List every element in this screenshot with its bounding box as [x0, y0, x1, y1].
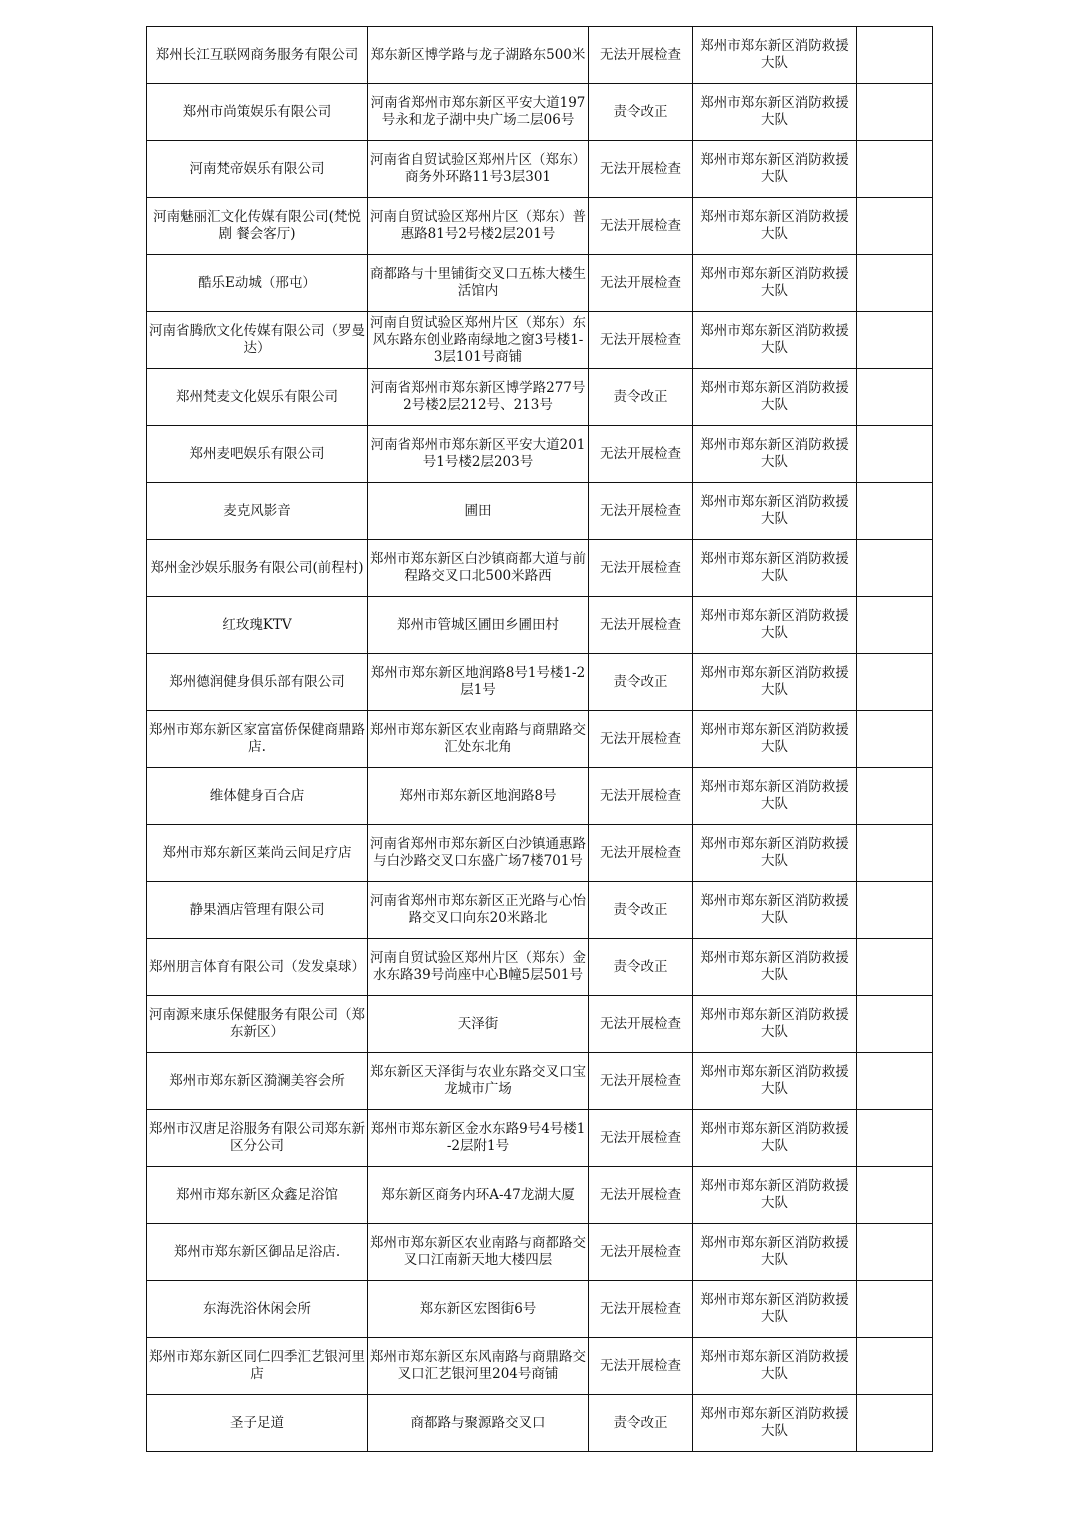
table-body	[147, 27, 933, 1452]
inspection-result-cell: 无法开展检查	[589, 27, 693, 84]
table-row	[147, 996, 933, 1053]
table-row	[147, 1110, 933, 1167]
address-cell: 郑东新区商务内环A-47龙湖大厦	[368, 1167, 589, 1224]
company-name-cell: 圣子足道	[147, 1395, 368, 1452]
inspection-result-cell: 无法开展检查	[589, 1338, 693, 1395]
department-cell: 郑州市郑东新区消防救援大队	[693, 84, 857, 141]
table-row	[147, 1053, 933, 1110]
company-name-cell: 郑州梵麦文化娱乐有限公司	[147, 369, 368, 426]
address-cell: 商都路与十里铺街交叉口五栋大楼生活馆内	[368, 255, 589, 312]
address-cell: 郑州市郑东新区金水东路9号4号楼1-2层附1号	[368, 1110, 589, 1167]
inspection-result-cell: 无法开展检查	[589, 597, 693, 654]
table-row	[147, 768, 933, 825]
inspection-result-cell: 无法开展检查	[589, 198, 693, 255]
department-cell: 郑州市郑东新区消防救援大队	[693, 1395, 857, 1452]
remarks-cell	[857, 483, 933, 540]
remarks-cell	[857, 711, 933, 768]
inspection-result-cell: 无法开展检查	[589, 312, 693, 369]
company-name-cell: 麦克风影音	[147, 483, 368, 540]
company-name-cell: 郑州德润健身俱乐部有限公司	[147, 654, 368, 711]
table-row	[147, 84, 933, 141]
department-cell: 郑州市郑东新区消防救援大队	[693, 369, 857, 426]
address-cell: 河南省郑州市郑东新区平安大道197号永和龙子湖中央广场二层06号	[368, 84, 589, 141]
department-cell: 郑州市郑东新区消防救援大队	[693, 426, 857, 483]
inspection-result-cell: 无法开展检查	[589, 1281, 693, 1338]
remarks-cell	[857, 939, 933, 996]
department-cell: 郑州市郑东新区消防救援大队	[693, 255, 857, 312]
address-cell: 商都路与聚源路交叉口	[368, 1395, 589, 1452]
table-row	[147, 141, 933, 198]
inspection-result-cell: 责令改正	[589, 84, 693, 141]
address-cell: 郑州市郑东新区农业南路与商鼎路交汇处东北角	[368, 711, 589, 768]
address-cell: 郑东新区宏图街6号	[368, 1281, 589, 1338]
department-cell: 郑州市郑东新区消防救援大队	[693, 1110, 857, 1167]
department-cell: 郑州市郑东新区消防救援大队	[693, 654, 857, 711]
department-cell: 郑州市郑东新区消防救援大队	[693, 996, 857, 1053]
inspection-result-cell: 无法开展检查	[589, 141, 693, 198]
table-row	[147, 1338, 933, 1395]
table-row	[147, 1167, 933, 1224]
company-name-cell: 郑州金沙娱乐服务有限公司(前程村)	[147, 540, 368, 597]
inspection-result-cell: 无法开展检查	[589, 711, 693, 768]
company-name-cell: 静果酒店管理有限公司	[147, 882, 368, 939]
inspection-result-cell: 责令改正	[589, 369, 693, 426]
table-row	[147, 369, 933, 426]
inspection-result-cell: 责令改正	[589, 882, 693, 939]
inspection-result-cell: 无法开展检查	[589, 1053, 693, 1110]
address-cell: 郑东新区博学路与龙子湖路东500米	[368, 27, 589, 84]
department-cell: 郑州市郑东新区消防救援大队	[693, 483, 857, 540]
inspection-result-cell: 无法开展检查	[589, 1110, 693, 1167]
remarks-cell	[857, 1167, 933, 1224]
remarks-cell	[857, 1281, 933, 1338]
address-cell: 郑州市郑东新区白沙镇商都大道与前程路交叉口北500米路西	[368, 540, 589, 597]
remarks-cell	[857, 1338, 933, 1395]
address-cell: 河南省郑州市郑东新区平安大道201号1号楼2层203号	[368, 426, 589, 483]
table-row	[147, 654, 933, 711]
inspection-result-cell: 无法开展检查	[589, 768, 693, 825]
table-row	[147, 426, 933, 483]
department-cell: 郑州市郑东新区消防救援大队	[693, 768, 857, 825]
table-row	[147, 540, 933, 597]
department-cell: 郑州市郑东新区消防救援大队	[693, 1338, 857, 1395]
table-row	[147, 312, 933, 369]
company-name-cell: 郑州麦吧娱乐有限公司	[147, 426, 368, 483]
company-name-cell: 郑州市郑东新区御品足浴店.	[147, 1224, 368, 1281]
inspection-result-cell: 无法开展检查	[589, 1167, 693, 1224]
department-cell: 郑州市郑东新区消防救援大队	[693, 540, 857, 597]
remarks-cell	[857, 882, 933, 939]
address-cell: 河南自贸试验区郑州片区（郑东）东风东路东创业路南绿地之窗3号楼1-3层101号商铺	[368, 312, 589, 369]
department-cell: 郑州市郑东新区消防救援大队	[693, 882, 857, 939]
inspection-result-cell: 无法开展检查	[589, 1224, 693, 1281]
table-row	[147, 825, 933, 882]
inspection-result-cell: 无法开展检查	[589, 825, 693, 882]
address-cell: 郑州市郑东新区东风南路与商鼎路交叉口汇艺银河里204号商铺	[368, 1338, 589, 1395]
table-row	[147, 27, 933, 84]
address-cell: 河南省郑州市郑东新区博学路277号2号楼2层212号、213号	[368, 369, 589, 426]
address-cell: 郑东新区天泽街与农业东路交叉口宝龙城市广场	[368, 1053, 589, 1110]
department-cell: 郑州市郑东新区消防救援大队	[693, 711, 857, 768]
inspection-result-cell: 无法开展检查	[589, 255, 693, 312]
address-cell: 河南自贸试验区郑州片区（郑东）金水东路39号尚座中心B幢5层501号	[368, 939, 589, 996]
inspection-result-cell: 责令改正	[589, 1395, 693, 1452]
remarks-cell	[857, 312, 933, 369]
address-cell: 河南自贸试验区郑州片区（郑东）普惠路81号2号楼2层201号	[368, 198, 589, 255]
company-name-cell: 河南魅丽汇文化传媒有限公司(梵悦剧 餐会客厅)	[147, 198, 368, 255]
remarks-cell	[857, 255, 933, 312]
inspection-result-cell: 责令改正	[589, 939, 693, 996]
address-cell: 河南省郑州市郑东新区白沙镇通惠路与白沙路交叉口东盛广场7楼701号	[368, 825, 589, 882]
department-cell: 郑州市郑东新区消防救援大队	[693, 825, 857, 882]
remarks-cell	[857, 768, 933, 825]
company-name-cell: 河南省腾欣文化传媒有限公司（罗曼达）	[147, 312, 368, 369]
table-row	[147, 1224, 933, 1281]
table-row	[147, 939, 933, 996]
company-name-cell: 郑州市尚策娱乐有限公司	[147, 84, 368, 141]
department-cell: 郑州市郑东新区消防救援大队	[693, 1224, 857, 1281]
inspection-result-cell: 无法开展检查	[589, 996, 693, 1053]
table-row	[147, 882, 933, 939]
table-row	[147, 711, 933, 768]
inspection-result-cell: 无法开展检查	[589, 540, 693, 597]
remarks-cell	[857, 1053, 933, 1110]
remarks-cell	[857, 825, 933, 882]
table-row	[147, 198, 933, 255]
company-name-cell: 郑州长江互联网商务服务有限公司	[147, 27, 368, 84]
address-cell: 郑州市郑东新区地润路8号1号楼1-2层1号	[368, 654, 589, 711]
department-cell: 郑州市郑东新区消防救援大队	[693, 597, 857, 654]
table-row	[147, 1281, 933, 1338]
company-name-cell: 红玫瑰KTV	[147, 597, 368, 654]
company-name-cell: 郑州市郑东新区同仁四季汇艺银河里店	[147, 1338, 368, 1395]
table-row	[147, 483, 933, 540]
remarks-cell	[857, 426, 933, 483]
remarks-cell	[857, 27, 933, 84]
address-cell: 河南省郑州市郑东新区正光路与心怡路交叉口向东20米路北	[368, 882, 589, 939]
remarks-cell	[857, 597, 933, 654]
remarks-cell	[857, 1395, 933, 1452]
remarks-cell	[857, 996, 933, 1053]
department-cell: 郑州市郑东新区消防救援大队	[693, 939, 857, 996]
company-name-cell: 河南梵帝娱乐有限公司	[147, 141, 368, 198]
company-name-cell: 郑州朋言体育有限公司（发发桌球）	[147, 939, 368, 996]
department-cell: 郑州市郑东新区消防救援大队	[693, 141, 857, 198]
inspection-result-cell: 责令改正	[589, 654, 693, 711]
department-cell: 郑州市郑东新区消防救援大队	[693, 1281, 857, 1338]
address-cell: 河南省自贸试验区郑州片区（郑东）商务外环路11号3层301	[368, 141, 589, 198]
remarks-cell	[857, 198, 933, 255]
inspection-result-cell: 无法开展检查	[589, 426, 693, 483]
company-name-cell: 东海洗浴休闲会所	[147, 1281, 368, 1338]
company-name-cell: 郑州市郑东新区莱尚云间足疗店	[147, 825, 368, 882]
address-cell: 郑州市郑东新区农业南路与商都路交叉口江南新天地大楼四层	[368, 1224, 589, 1281]
company-name-cell: 酷乐E动城（邢屯）	[147, 255, 368, 312]
department-cell: 郑州市郑东新区消防救援大队	[693, 1167, 857, 1224]
department-cell: 郑州市郑东新区消防救援大队	[693, 1053, 857, 1110]
company-name-cell: 河南源来康乐保健服务有限公司（郑东新区）	[147, 996, 368, 1053]
remarks-cell	[857, 141, 933, 198]
department-cell: 郑州市郑东新区消防救援大队	[693, 312, 857, 369]
inspection-table	[146, 26, 933, 1452]
remarks-cell	[857, 540, 933, 597]
remarks-cell	[857, 1224, 933, 1281]
department-cell: 郑州市郑东新区消防救援大队	[693, 27, 857, 84]
inspection-result-cell: 无法开展检查	[589, 483, 693, 540]
table-row	[147, 597, 933, 654]
company-name-cell: 郑州市郑东新区众鑫足浴馆	[147, 1167, 368, 1224]
address-cell: 圃田	[368, 483, 589, 540]
company-name-cell: 郑州市郑东新区漪澜美容会所	[147, 1053, 368, 1110]
remarks-cell	[857, 369, 933, 426]
company-name-cell: 维体健身百合店	[147, 768, 368, 825]
company-name-cell: 郑州市汉唐足浴服务有限公司郑东新区分公司	[147, 1110, 368, 1167]
address-cell: 郑州市郑东新区地润路8号	[368, 768, 589, 825]
table-row	[147, 1395, 933, 1452]
remarks-cell	[857, 654, 933, 711]
company-name-cell: 郑州市郑东新区家富富侨保健商鼎路店.	[147, 711, 368, 768]
table-row	[147, 255, 933, 312]
remarks-cell	[857, 1110, 933, 1167]
address-cell: 郑州市管城区圃田乡圃田村	[368, 597, 589, 654]
remarks-cell	[857, 84, 933, 141]
department-cell: 郑州市郑东新区消防救援大队	[693, 198, 857, 255]
address-cell: 天泽街	[368, 996, 589, 1053]
